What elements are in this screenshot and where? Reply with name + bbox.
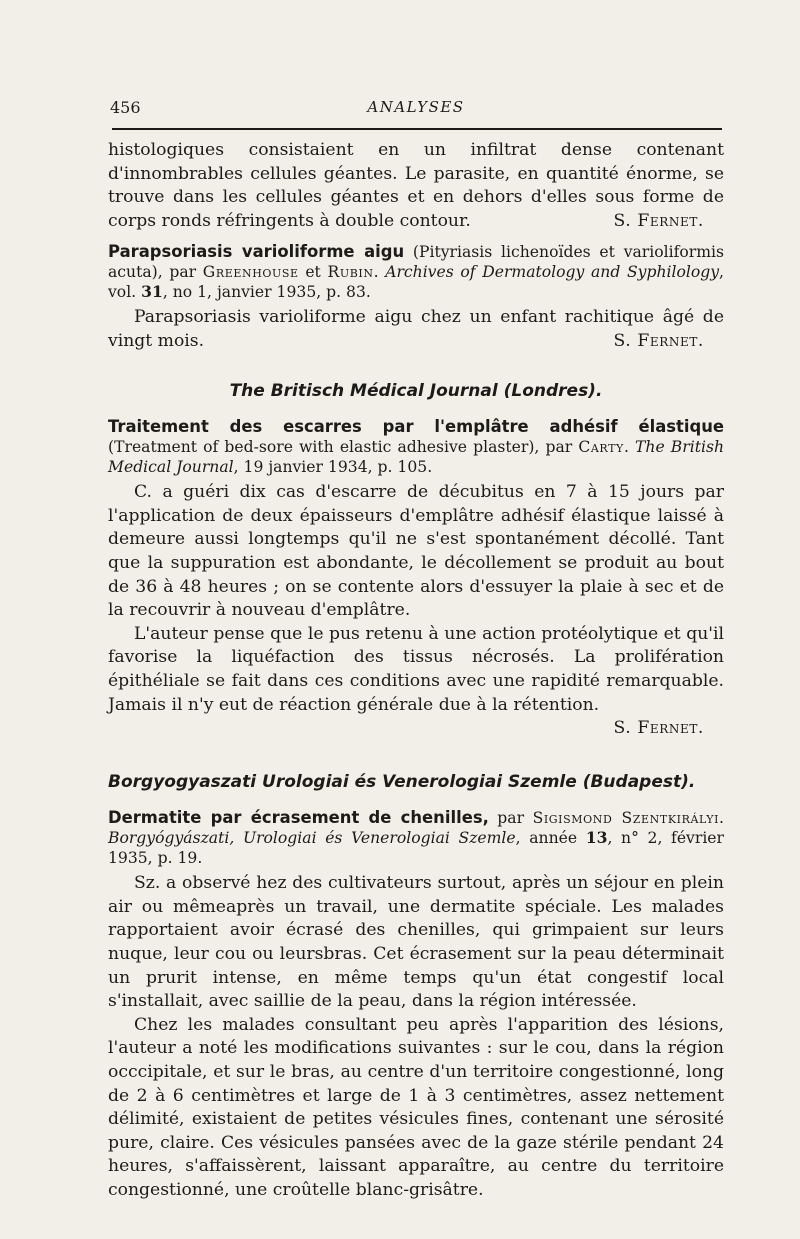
article-summary: Parapsoriasis varioliforme aigu chez un enfant rachitique âgé de vingt mois. S. Fernet. [108,306,724,353]
article-entry: Dermatite par écrasement de chenilles, par Sigismond Szentkirályi. Borgyógyászati, Urologiai és Venerologiai Szemle, année 13, n° 2, février 1935, p. 19. [108,808,724,868]
article-entry: Parapsoriasis varioliforme aigu (Pityriasis lichenoïdes et varioliformis acuta), par Greenhouse et Rubin. Archives of Dermatology and Syphilology, vol. 31, no 1, janvier 1935, p. 83. [108,242,724,302]
author-name: Greenhouse [202,263,299,282]
journal-name: Archives of Dermatology and Syphilology [385,263,720,282]
signature: S. Fernet. [613,210,704,231]
article-title: Dermatite par écrasement de chenilles, [108,808,489,828]
author-name: Carty [578,438,624,457]
volume-number: 31 [141,282,163,302]
signature: S. Fernet. [613,330,704,351]
article-title: Parapsoriasis varioliforme aigu [108,242,405,262]
article-paragraph: Sz. a observé hez des cultivateurs surtout, après un séjour en plein air ou mêmeaprès un travail, une dermatite spéciale. Les malades rapportaient avoir écrasé des chenilles, qui grimpaient sur leurs nuque, leur cou ou leursbras. Cet écrasement sur la peau déterminait un prurit intense, en même temps qu'un état congestif local s'installait, avec saillie de la peau, dans la région intéressée. [108,873,724,1012]
article-paragraph: L'auteur pense que le pus retenu à une action protéolytique et qu'il favorise la liquéfaction des tissus nécrosés. La prolifération épithéliale se fait dans ces conditions avec une rapidité remarquable. Jamais il n'y eut de réaction générale due à la rétention. S. Fernet. [108,623,724,717]
page-number: 456 [110,98,141,117]
article-paragraph: C. a guéri dix cas d'escarre de décubitus en 7 à 15 jours par l'application de deux épaisseurs d'emplâtre adhésif élastique laissé à demeure aussi longtemps qu'il ne s'est spontanément décollé. Tant que la suppuration est abondante, le décollement se produit au bout de 36 à 48 heures ; on se contente alors d'essuyer la plaie à sec et de la recouvrir à nouveau d'emplâtre. [108,482,724,621]
running-title: ANALYSES [367,98,465,116]
article-title: Traitement des escarres par l'emplâtre adhésif élastique [108,417,724,437]
author-name: Sigismond Szentkirályi [532,809,720,828]
page-header [110,96,722,122]
header-rule [112,128,722,130]
journal-section-heading: The Britisch Médical Journal (Londres). [229,380,603,401]
year-number: 13 [585,828,608,848]
journal-section-heading: Borgyogyaszati Urologiai és Venerologiai Szemle (Budapest). [108,771,696,792]
page-content [108,139,724,1203]
journal-name: The British Medical Journal [108,438,724,477]
journal-name: Borgyógyászati, Urologiai és Venerologiai Szemle [108,829,516,848]
author-name: Rubin [327,263,374,282]
article-paragraph: Chez les malades consultant peu après l'apparition des lésions, l'auteur a noté les modifications suivantes : sur le cou, dans la région occcipitale, et sur le bras, au centre d'un territoire congestionné, long de 2 à 6 centimètres et large de 1 à 3 centimètres, assez nettement délimité, existaient de petites vésicules fines, contenant une sérosité pure, claire. Ces vésicules pansées avec de la gaze stérile pendant 24 heures, s'affaissèrent, laissant apparaître, au centre du territoire congestionné, une croûtelle blanc-grisâtre. [108,1014,724,1200]
article-entry: Traitement des escarres par l'emplâtre adhésif élastique (Treatment of bed-sore with elastic adhesive plaster), par Carty. The British Medical Journal, 19 janvier 1934, p. 105. [108,417,724,477]
continuation-paragraph: histologiques consistaient en un infiltrat dense contenant d'innombrables cellules géantes. Le parasite, en quantité énorme, se trouve dans les cellules géantes et en dehors d'elles sous forme de corps ronds réfringents à double contour. S. Fernet. [108,139,724,233]
signature: S. Fernet. [613,718,704,739]
